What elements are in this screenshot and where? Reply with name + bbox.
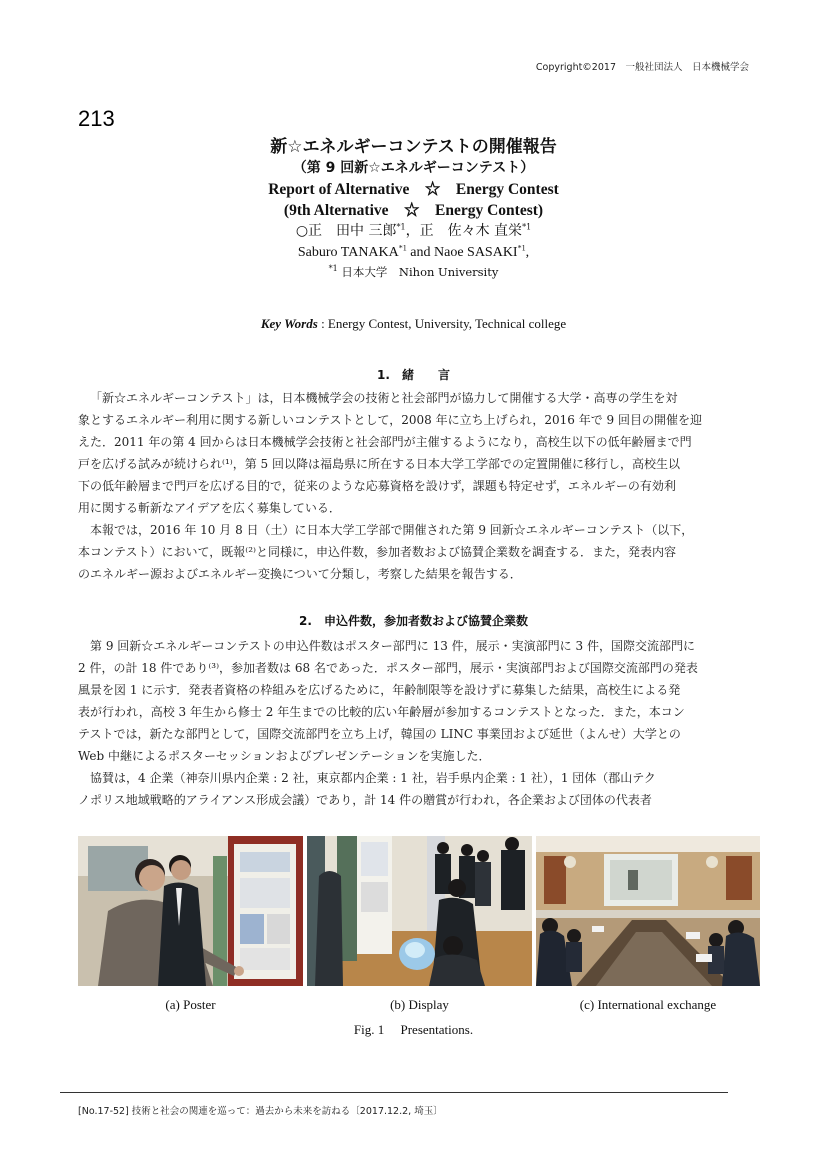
footer-rule xyxy=(60,1092,728,1093)
affil-mark: *1 xyxy=(398,243,407,253)
text-line: 下の低年齢層まで門戸を広げる目的で，従来のような応募資格を設けず，課題も特定せず，エネルギーの有効利 xyxy=(78,479,676,493)
text-line: ノポリス地域戦略的アライアンス形成会議）であり，計 14 件の贈賞が行われ，各企業および団体の代表者 xyxy=(78,793,652,807)
text-line: のエネルギー源およびエネルギー変換について分類し，考察した結果を報告する． xyxy=(78,567,522,581)
photo-international-exchange-image xyxy=(536,836,760,986)
title-block xyxy=(0,136,827,281)
section-1-paragraph-1 xyxy=(78,387,750,519)
title-japanese: 新☆エネルギーコンテストの開催報告 xyxy=(270,137,557,157)
text-line: 「新☆エネルギーコンテスト」は，日本機械学会の技術と社会部門が協力して開催する大学・高専の学生を対 xyxy=(90,391,678,405)
caption-b: (b) Display xyxy=(390,997,449,1012)
section-1-paragraph-2 xyxy=(78,519,750,585)
photo-international-exchange xyxy=(536,836,760,986)
text-line: 用に関する斬新なアイデアを広く募集している． xyxy=(78,501,341,515)
photo-poster xyxy=(78,836,303,986)
subtitle-english: (9th Alternative ☆ Energy Contest) xyxy=(283,202,544,219)
text-line: 風景を図 1 に示す．発表者資格の枠組みを広げるために，年齢制限等を設けずに募集した結果，高校生による発 xyxy=(78,683,681,697)
author-2-ja: ，正 佐々木 直栄 xyxy=(405,223,523,239)
text-line: 協賛は，4 企業（神奈川県内企業 : 2 社，東京都内企業 : 1 社，岩手県内企業 : 1 社），1 団体（郡山テク xyxy=(90,771,656,785)
section-2-paragraph-2 xyxy=(78,767,750,811)
authors-english xyxy=(0,242,827,263)
section-1-heading: 1. 緒 言 xyxy=(377,368,450,382)
caption-a: (a) Poster xyxy=(165,997,216,1012)
text-line: 戸を広げる試みが続けられ⁽¹⁾，第 5 回以降は福島県に所在する日本大学工学部での定置開催に移行し，高校生以 xyxy=(78,457,680,471)
text-line: Web 中継によるポスターセッションおよびプレゼンテーションを実施した． xyxy=(78,749,491,763)
keywords xyxy=(0,316,827,332)
text-line: えた．2011 年の第 4 回からは日本機械学会技術と社会部門が主催するようになり，高校生以下の低年齢層まで門 xyxy=(78,435,692,449)
text-line: 本コンテスト）において，既報⁽²⁾と同様に，申込件数，参加者数および協賛企業数を調査する．また，発表内容 xyxy=(78,545,676,559)
footer-text: [No.17-52] 技術と社会の関連を巡って：過去から未来を訪ねる〔2017.12.2, 埼玉〕 xyxy=(78,1106,443,1117)
keywords-text: : Energy Contest, University, Technical college xyxy=(317,316,567,331)
title-english: Report of Alternative ☆ Energy Contest xyxy=(268,181,559,198)
affil-mark: *1 xyxy=(396,222,406,232)
photo-poster-image xyxy=(78,836,303,986)
subtitle-japanese: （第 9 回新☆エネルギーコンテスト） xyxy=(292,160,535,176)
affil-mark: *1 xyxy=(328,264,338,274)
text-line: 表が行われ，高校 3 年生から修士 2 年生までの比較的広い年齢層が参加するコンテストとなった．また，本コン xyxy=(78,705,685,719)
authors-japanese xyxy=(0,221,827,242)
author-1-en: Saburo TANAKA xyxy=(297,245,399,260)
caption-c: (c) International exchange xyxy=(579,997,717,1012)
text-line: テストでは，新たな部門として，国際交流部門を立ち上げ，韓国の LINC 事業団および延世（よんせ）大学との xyxy=(78,727,681,741)
photo-display xyxy=(307,836,532,986)
figure-title: Fig. 1 Presentations. xyxy=(353,1022,474,1037)
affil-mark: *1 xyxy=(522,222,532,232)
paper-number: 213 xyxy=(78,106,115,131)
photo-display-image xyxy=(307,836,532,986)
text-line: 本報では，2016 年 10 月 8 日（土）に日本大学工学部で開催された第 9 回新☆エネルギーコンテスト（以下， xyxy=(90,523,694,537)
section-2-paragraph-1 xyxy=(78,635,750,767)
text-line: 2 件，の計 18 件であり⁽³⁾，参加者数は 68 名であった．ポスター部門，展示・実演部門および国際交流部門の発表 xyxy=(78,661,698,675)
text-line: 象とするエネルギー利用に関する新しいコンテストとして，2008 年に立ち上げられ，2016 年で 9 回目の開催を迎 xyxy=(78,413,702,427)
keywords-label: Key Words xyxy=(260,316,318,331)
affiliation xyxy=(0,263,827,281)
copyright-notice: Copyright©2017 一般社団法人 日本機械学会 xyxy=(535,62,749,73)
author-2-en: and Naoe SASAKI xyxy=(406,245,518,260)
affil-mark: *1 xyxy=(517,243,526,253)
text-line: 第 9 回新☆エネルギーコンテストの申込件数はポスター部門に 13 件，展示・実演部門に 3 件，国際交流部門に xyxy=(90,639,695,653)
affiliation-text: 日本大学 Nihon University xyxy=(341,265,499,279)
author-list-end: , xyxy=(525,245,530,260)
section-2-heading: 2. 申込件数，参加者数および協賛企業数 xyxy=(299,614,528,628)
author-1-ja: ○正 田中 三郎 xyxy=(295,223,397,239)
